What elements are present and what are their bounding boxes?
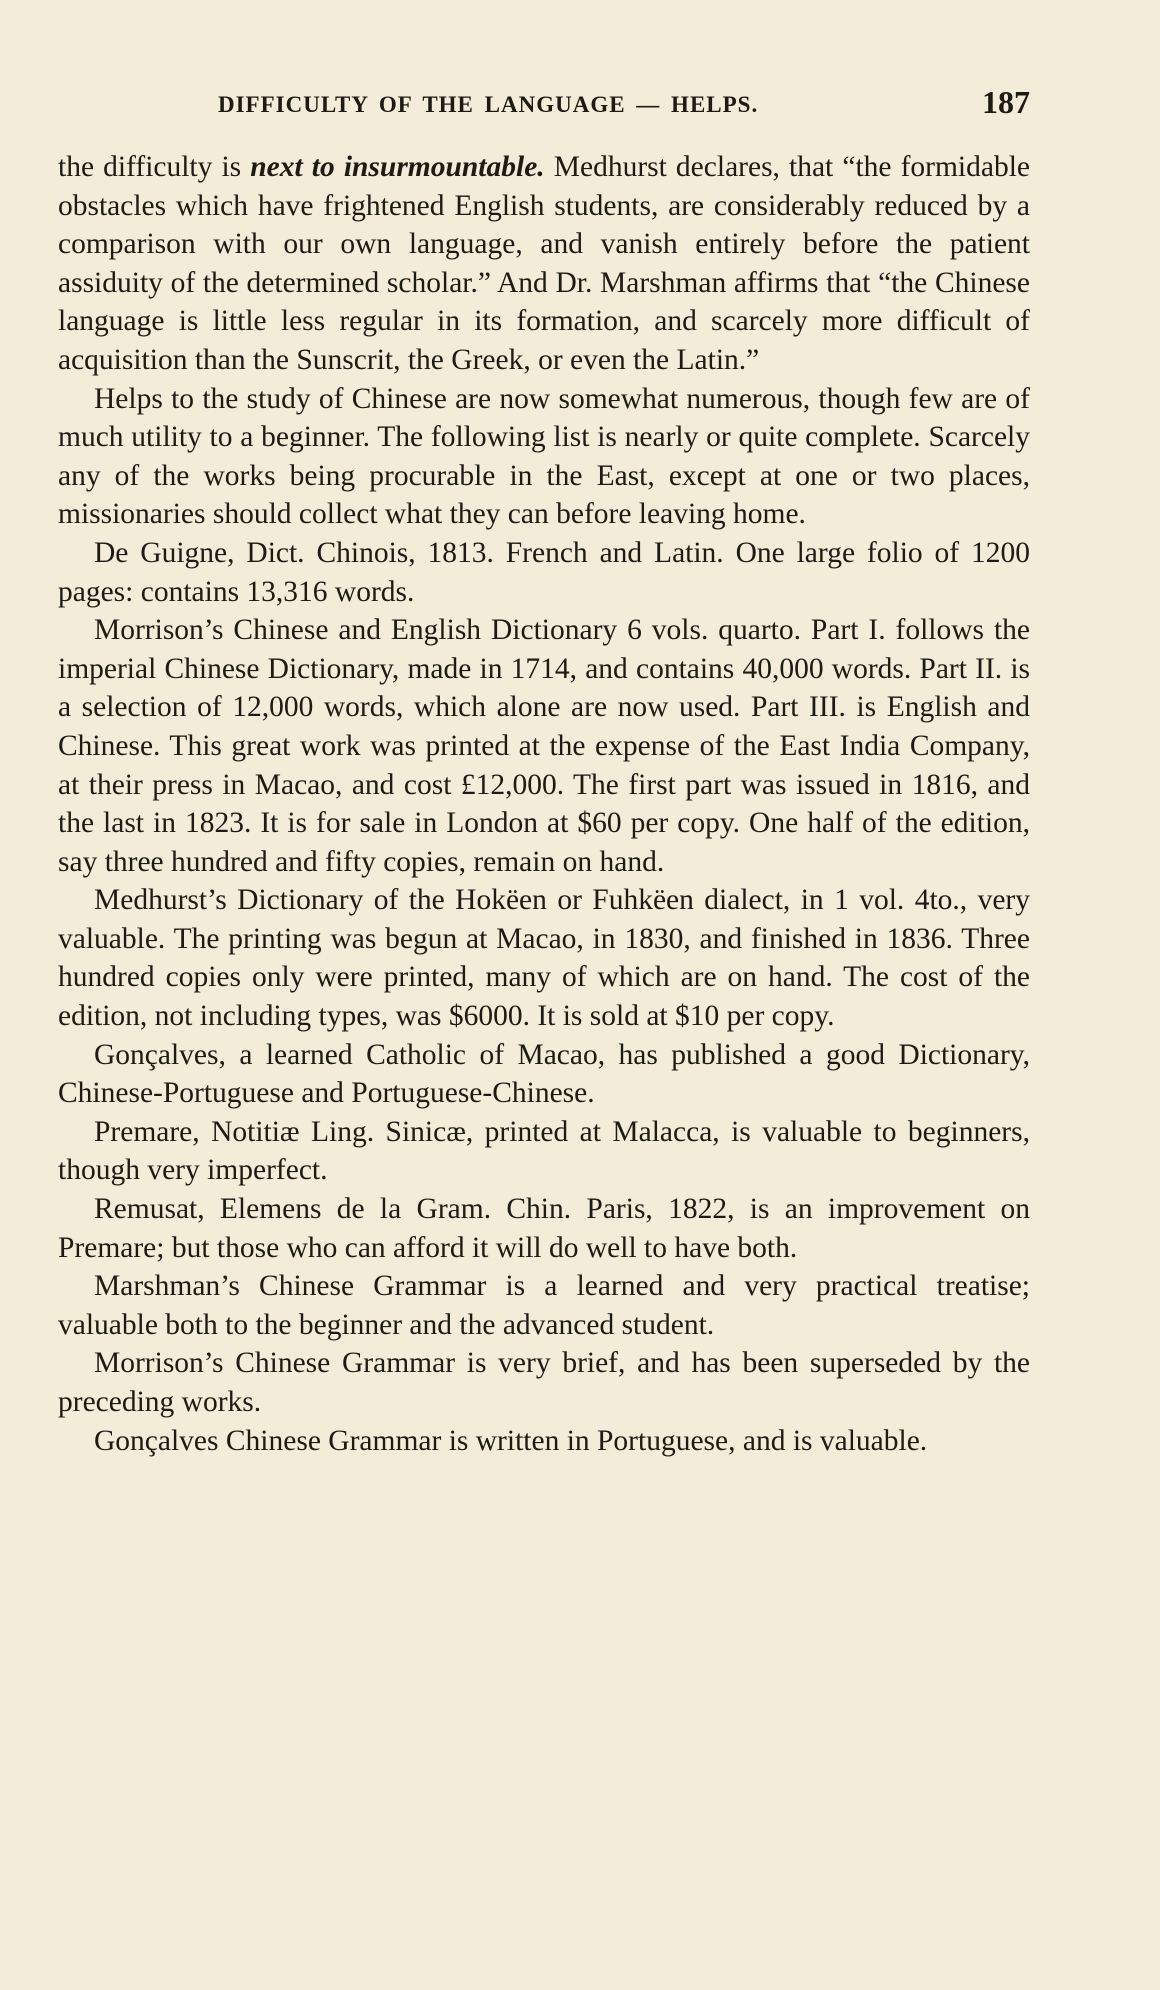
paragraph-morrison-grammar: Morrison’s Chinese Grammar is very brief, and has been superseded by the preceding works. [58,1347,1030,1418]
paragraph-morrison-dictionary: Morrison’s Chinese and English Dictionary 6 vols. quarto. Part I. follows the imperial Chinese Dictionary, made in 1714, and contains 40,000 words. Part II. is a selection of 12,000 words, which alone are now used. Part III. is English and Chinese. This great work was printed at the expense of the East India Company, at their press in Macao, and cost £12,000. The first part was issued in 1816, and the last in 1823. It is for sale in London at $60 per copy. One half of the edition, say three hundred and fifty copies, remain on hand. [58,614,1030,878]
paragraph-remusat: Remusat, Elemens de la Gram. Chin. Paris, 1822, is an improvement on Premare; but those who can afford it will do well to have both. [58,1193,1030,1264]
page-number: 187 [982,84,1030,120]
paragraph-medhurst-dictionary: Medhurst’s Dictionary of the Hokëen or Fuhkëen dialect, in 1 vol. 4to., very valuable. The printing was begun at Macao, in 1830, and finished in 1836. Three hundred copies only were printed, many of which are on hand. The cost of the edition, not including types, was $6000. It is sold at $10 per copy. [58,884,1030,1033]
paragraph-goncalves-grammar: Gonçalves Chinese Grammar is written in Portuguese, and is valuable. [94,1424,928,1457]
paragraph-marshman-grammar: Marshman’s Chinese Grammar is a learned and very practical treatise; valuable both to the beginner and the advanced student. [58,1270,1030,1341]
body-text [58,148,1030,1460]
paragraph-text-before-emphasis: the difficulty is [58,151,251,183]
paragraph-text-after-emphasis: Medhurst declares, that “the formidable obstacles which have frightened English students, are considerably reduced by a comparison with our own language, and vanish entirely before the patient assiduity of the determined scholar.” And Dr. Marshman affirms that “the Chinese language is little less regular in its formation, and scarcely more difficult of acquisition than the Sunscrit, the Greek, or even the Latin.” [58,151,1030,376]
paragraph-goncalves-dictionary: Gonçalves, a learned Catholic of Macao, has published a good Dictionary, Chinese-Portuguese and Portuguese-Chinese. [58,1038,1030,1110]
running-head-title: DIFFICULTY OF THE LANGUAGE — HELPS. [218,92,759,117]
running-head [58,86,1030,126]
paragraph-de-guigne: De Guigne, Dict. Chinois, 1813. French and Latin. One large folio of 1200 pages: contains 13,316 words. [58,536,1030,608]
book-page [58,0,1030,1990]
paragraph-helps-intro: Helps to the study of Chinese are now somewhat numerous, though few are of much utility to a beginner. The following list is nearly or quite complete. Scarcely any of the works being procurable in the East, except at one or two places, missionaries should collect what they can before leaving home. [58,382,1030,531]
paragraph-premare: Premare, Notitiæ Ling. Sinicæ, printed at Malacca, is valuable to beginners, though very imperfect. [58,1115,1030,1187]
paragraph-continuation [58,148,1030,380]
emphasized-phrase: next to insurmountable. [250,151,545,183]
